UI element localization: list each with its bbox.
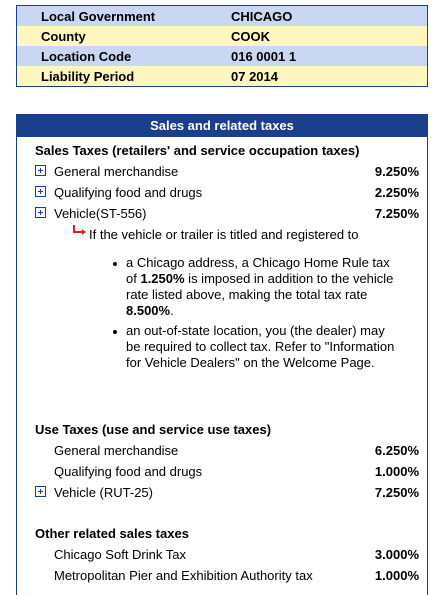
sales-item-food-drugs xyxy=(35,184,419,202)
expand-plus-icon[interactable] xyxy=(35,207,46,218)
item-name: General merchandise xyxy=(54,164,179,179)
info-label: Local Government xyxy=(41,8,156,24)
item-rate: 2.250% xyxy=(374,185,419,200)
item-rate: 3.000% xyxy=(374,547,419,562)
info-value: 016 0001 1 xyxy=(231,48,297,64)
vehicle-note-out-of-state: an out-of-state location, you (the dealer) may be required to collect tax. Refer to "Information for Vehicle Dealers" on the Welcome Page. xyxy=(111,323,401,371)
other-taxes-title: Other related sales taxes xyxy=(35,526,189,541)
item-name: General merchandise xyxy=(54,443,179,458)
panel-header: Sales and related taxes xyxy=(17,115,427,137)
info-row-local-government xyxy=(17,6,427,26)
item-rate: 7.250% xyxy=(374,206,419,221)
item-rate: 1.000% xyxy=(374,464,419,479)
expand-plus-icon[interactable] xyxy=(35,186,46,197)
item-rate: 9.250% xyxy=(374,164,419,179)
expand-plus-icon[interactable] xyxy=(35,165,46,176)
item-name: Qualifying food and drugs xyxy=(54,185,203,200)
info-value: CHICAGO xyxy=(231,8,293,24)
item-rate: 7.250% xyxy=(374,485,419,500)
info-value: COOK xyxy=(231,28,270,44)
info-label: Location Code xyxy=(41,48,132,64)
item-rate: 6.250% xyxy=(374,443,419,458)
use-item-general-merchandise xyxy=(35,442,419,460)
item-name: Vehicle (RUT-25) xyxy=(54,485,153,500)
info-row-liability-period xyxy=(17,66,427,86)
sales-item-general-merchandise xyxy=(35,163,419,181)
info-row-location-code xyxy=(17,46,427,66)
info-label: Liability Period xyxy=(41,68,135,84)
info-row-county xyxy=(17,26,427,46)
sales-taxes-title: Sales Taxes (retailers' and service occupation taxes) xyxy=(35,143,360,158)
item-rate: 1.000% xyxy=(374,568,419,583)
red-arrow-icon xyxy=(73,224,87,236)
item-name: Metropolitan Pier and Exhibition Authority tax xyxy=(54,568,313,583)
location-info-table xyxy=(16,5,428,87)
sales-item-vehicle xyxy=(35,205,419,223)
item-name: Qualifying food and drugs xyxy=(54,464,203,479)
expand-plus-icon[interactable] xyxy=(35,486,46,497)
vehicle-note-chicago: a Chicago address, a Chicago Home Rule tax of 1.250% is imposed in addition to the vehicle rate listed above, making the total tax rate 8.500%. xyxy=(111,255,401,319)
sales-taxes-panel xyxy=(16,114,428,595)
item-name: Chicago Soft Drink Tax xyxy=(54,547,186,562)
info-label: County xyxy=(41,28,86,44)
info-value: 07 2014 xyxy=(231,68,278,84)
use-item-vehicle xyxy=(35,484,419,502)
other-item-soft-drink xyxy=(35,546,419,564)
other-item-pier-authority xyxy=(35,567,419,585)
use-taxes-title: Use Taxes (use and service use taxes) xyxy=(35,422,272,437)
vehicle-note-heading: If the vehicle or trailer is titled and registered to xyxy=(89,227,359,242)
item-name: Vehicle(ST-556) xyxy=(54,206,147,221)
use-item-food-drugs xyxy=(35,463,419,481)
vehicle-note-list xyxy=(111,255,401,375)
